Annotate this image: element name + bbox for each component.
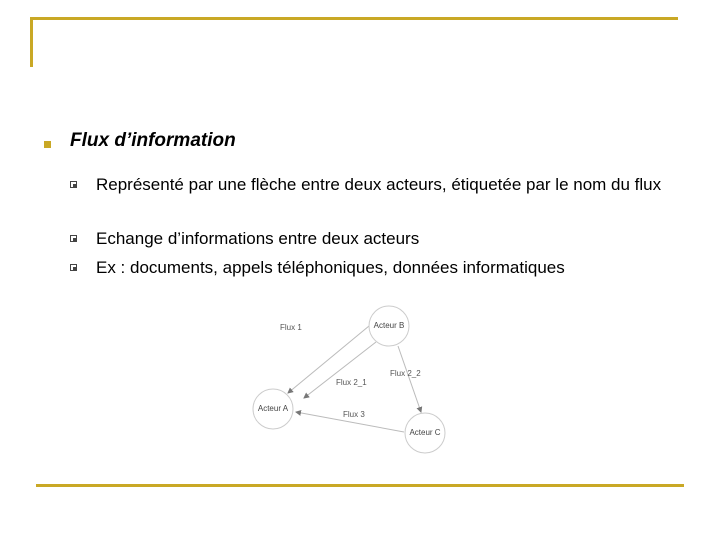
node-label-acteur-c: Acteur C <box>409 428 441 437</box>
left-rule <box>30 17 33 67</box>
square-bullet-icon <box>44 141 51 148</box>
edge-label-flux-3: Flux 3 <box>343 410 365 419</box>
checkbox-bullet-icon <box>70 264 77 271</box>
checkbox-bullet-icon <box>70 235 77 242</box>
node-label-acteur-a: Acteur A <box>257 404 289 413</box>
list-item: Ex : documents, appels téléphoniques, données informatiques <box>96 258 565 277</box>
bottom-rule <box>36 484 684 487</box>
edge-flux-2-2 <box>398 346 421 412</box>
top-rule <box>30 17 678 20</box>
bullet-heading: Flux d’information <box>70 130 236 151</box>
edge-label-flux-2-2: Flux 2_2 <box>390 369 421 378</box>
node-label-acteur-b: Acteur B <box>373 321 405 330</box>
flow-diagram <box>240 300 460 460</box>
checkbox-bullet-icon <box>70 181 77 188</box>
edge-label-flux-2-1: Flux 2_1 <box>336 378 367 387</box>
list-item: Echange d’informations entre deux acteurs <box>96 229 420 248</box>
edge-label-flux-1: Flux 1 <box>280 323 302 332</box>
list-item: Représenté par une flèche entre deux acteurs, étiquetée par le nom du flux <box>96 175 662 194</box>
